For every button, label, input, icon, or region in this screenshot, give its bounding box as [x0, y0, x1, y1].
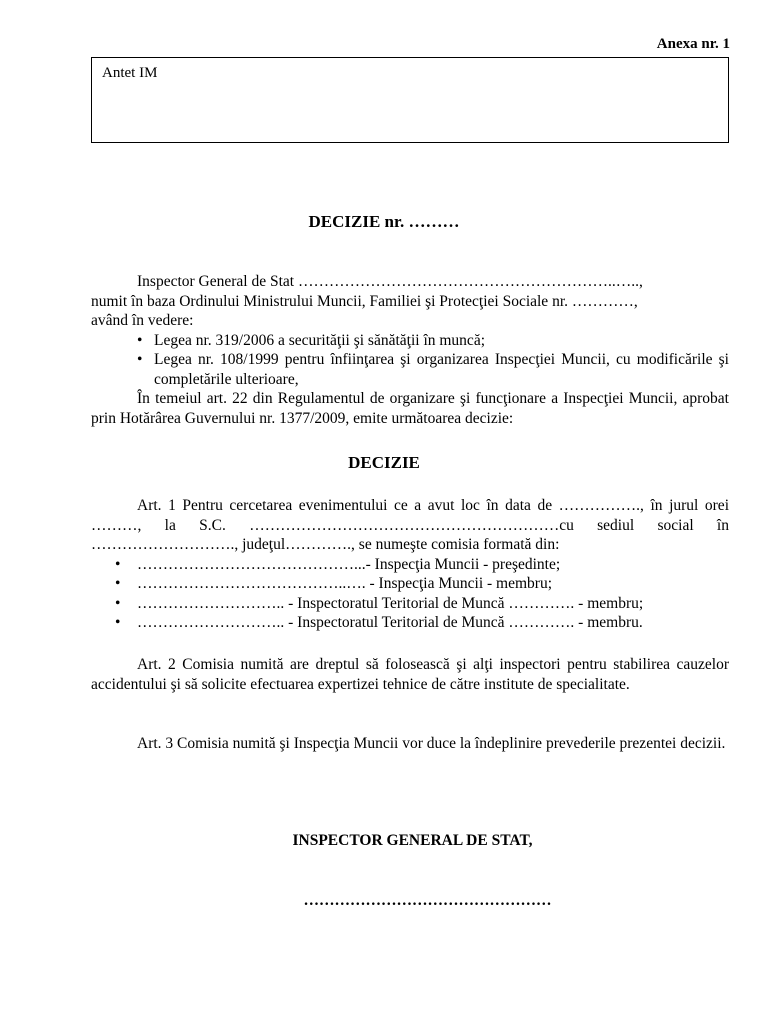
- article-3-text: Art. 3 Comisia numită şi Inspecţia Muncii vor duce la îndeplinire prevederile prezentei decizii.: [137, 735, 726, 752]
- letterhead-label: Antet IM: [102, 65, 158, 81]
- article-1: [91, 496, 729, 633]
- signature-title: INSPECTOR GENERAL DE STAT,: [292, 832, 533, 849]
- commission-member: [91, 555, 729, 575]
- article-3: [91, 734, 729, 754]
- bullet-icon: •: [137, 331, 143, 349]
- commission-member-text: ……………………….. - Inspectoratul Teritorial de Muncă …………. - membru.: [137, 614, 643, 631]
- article-2-text: Art. 2 Comisia numită are dreptul să folosească şi alţi inspectori pentru stabilirea cauzelor accidentului şi să solicite efectuarea expertizei tehnice de către institute de specialitate.: [91, 656, 729, 693]
- intro-line-order: numit în baza Ordinului Ministrului Muncii, Familiei şi Protecţiei Sociale nr. …………,: [91, 292, 638, 310]
- signature-line: …………………………………………: [303, 892, 552, 909]
- law-bullet-item: [91, 331, 729, 351]
- intro-line-considering: având în vedere:: [91, 312, 194, 329]
- commission-member: [91, 613, 729, 633]
- intro-line-inspector: Inspector General de Stat ……………………………………………………..…..,: [137, 273, 643, 290]
- law-bullet-text: Legea nr. 108/1999 pentru înfiinţarea şi organizarea Inspecţiei Muncii, cu modificările şi completările ulterioare,: [154, 351, 729, 388]
- article-2: [91, 655, 729, 694]
- commission-member-text: ……………………….. - Inspectoratul Teritorial de Muncă …………. - membru;: [137, 594, 644, 612]
- decision-number-title: DECIZIE nr. ………: [308, 212, 460, 231]
- intro-section: [91, 272, 729, 428]
- legal-basis-paragraph: În temeiul art. 22 din Regulamentul de organizare şi funcţionare a Inspecţiei Muncii, aprobat prin Hotărârea Guvernului nr. 1377/2009, emite următoarea decizie:: [91, 390, 729, 427]
- article-1-text: Art. 1 Pentru cercetarea evenimentului ce a avut loc în data de ……………., în jurul orei ………, la S.C. ……………………………………………………cu sediul social în ………………………., judeţul…………., se numeşte comisia formată din:: [91, 497, 729, 553]
- commission-member-text: …………………………………..…. - Inspecţia Muncii - membru;: [137, 575, 553, 592]
- bullet-icon: •: [115, 614, 121, 631]
- law-bullet-text: Legea nr. 319/2006 a securităţii şi sănătăţii în muncă;: [154, 331, 486, 349]
- commission-member: [91, 594, 729, 614]
- commission-member: [91, 574, 729, 594]
- bullet-icon: •: [115, 594, 121, 612]
- bullet-icon: •: [115, 555, 121, 573]
- annex-label: Anexa nr. 1: [656, 36, 730, 52]
- commission-member-text: ……………………………………...- Inspecţia Muncii - preşedinte;: [137, 555, 561, 573]
- bullet-icon: •: [115, 575, 121, 592]
- letterhead-box: [91, 57, 729, 143]
- decision-heading: DECIZIE: [348, 453, 420, 472]
- law-bullet-item: [91, 350, 729, 389]
- bullet-icon: •: [137, 351, 143, 368]
